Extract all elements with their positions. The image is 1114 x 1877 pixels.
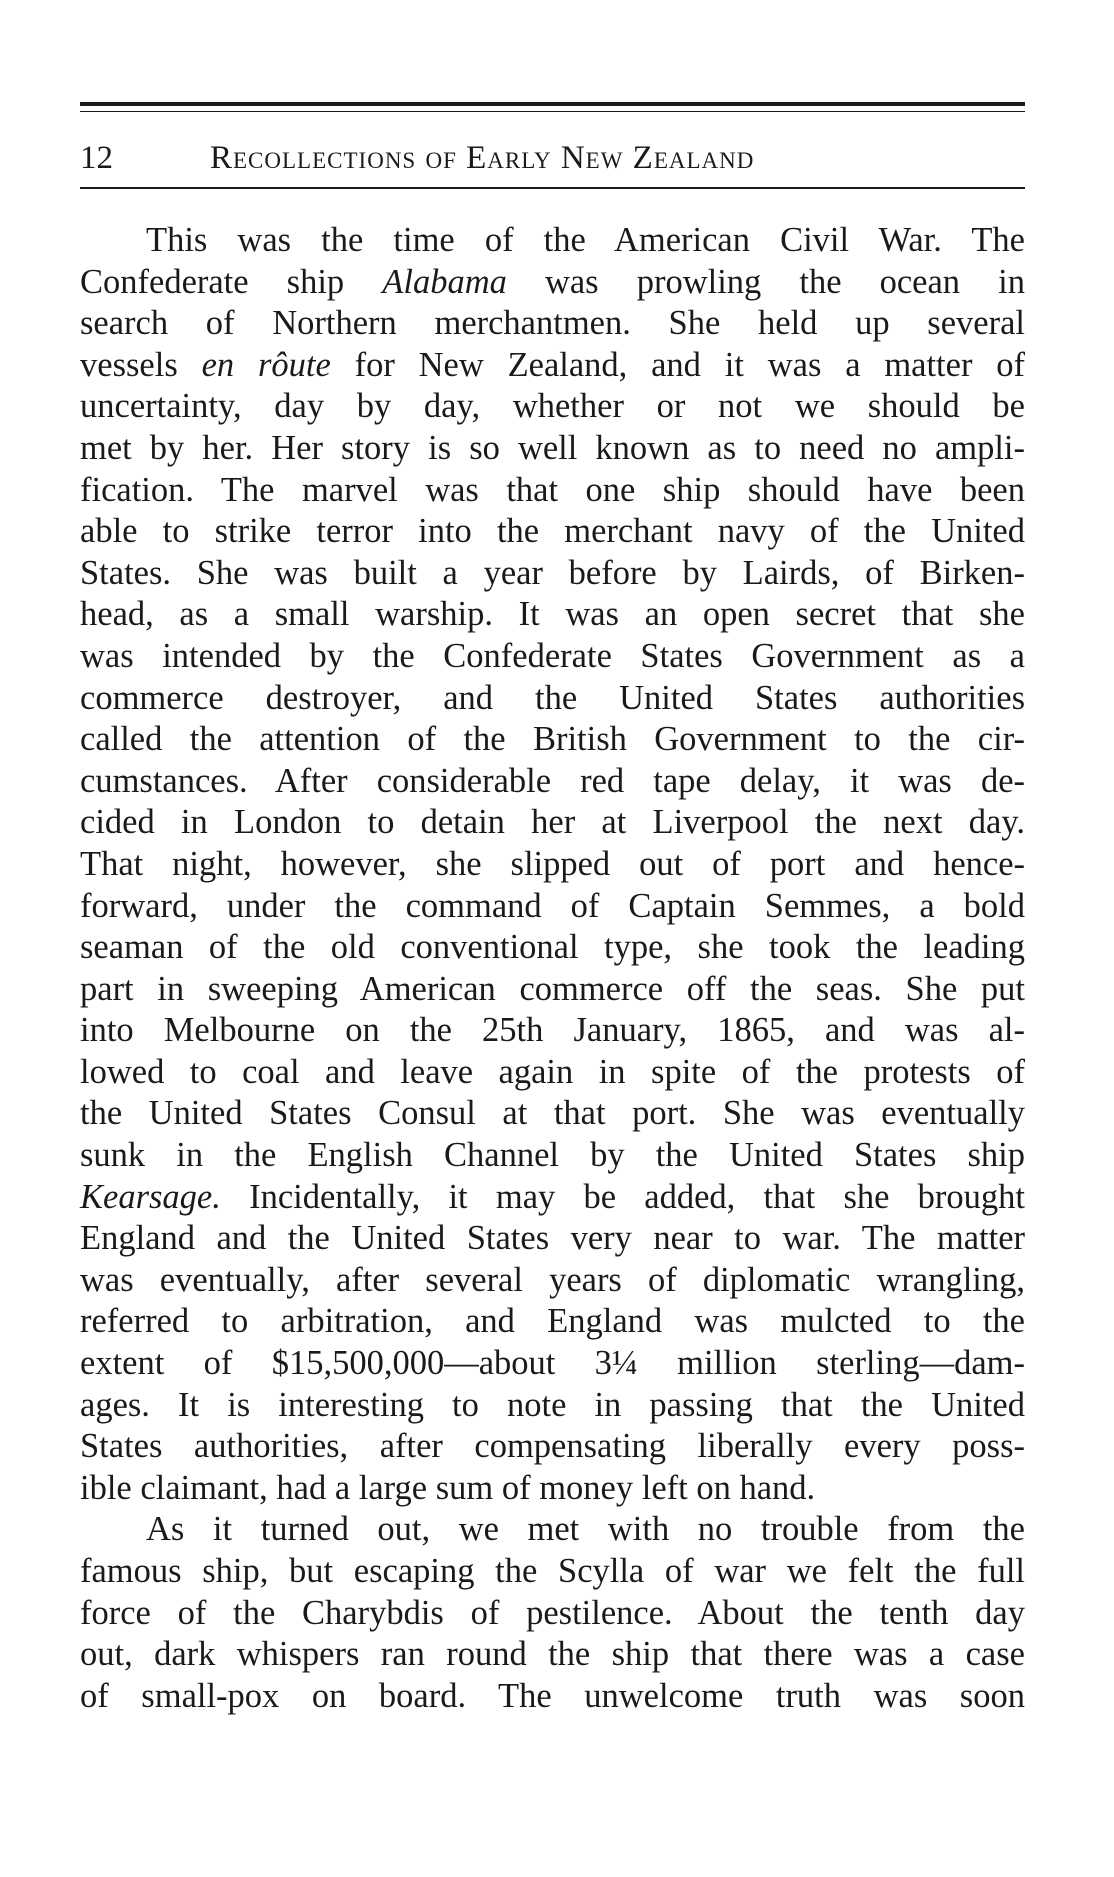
text-line: cumstances. After considerable red tape delay, it was de- <box>80 761 1025 800</box>
text-line: commerce destroyer, and the United States authorities <box>80 678 1025 717</box>
header-rule-thin <box>80 111 1025 112</box>
text-line: fication. The marvel was that one ship should have been <box>80 470 1025 509</box>
text-line: force of the Charybdis of pestilence. About the tenth day <box>80 1593 1025 1632</box>
text-line: of small-pox on board. The unwelcome truth was soon <box>80 1676 1025 1715</box>
text-line: vessels en rôute for New Zealand, and it was a matter of <box>80 345 1025 384</box>
text-line: the United States Consul at that port. She was eventually <box>80 1094 1025 1133</box>
text-line: cided in London to detain her at Liverpool the next day. <box>80 803 1025 842</box>
text-line: into Melbourne on the 25th January, 1865, and was al- <box>80 1011 1025 1050</box>
body-text <box>80 220 1025 1717</box>
header-rule-thick <box>80 102 1025 106</box>
running-head <box>80 138 1025 178</box>
text-line: seaman of the old conventional type, she took the leading <box>80 928 1025 967</box>
text-line: States. She was built a year before by Lairds, of Birken- <box>80 553 1025 592</box>
running-title: Recollections of Early New Zealand <box>210 140 755 176</box>
text-line: was intended by the Confederate States Government as a <box>80 636 1025 675</box>
text-line: States authorities, after compensating liberally every poss- <box>80 1427 1025 1466</box>
text-line: uncertainty, day by day, whether or not we should be <box>80 387 1025 426</box>
paragraph <box>80 220 1025 1509</box>
text-line: extent of $15,500,000—about 3¼ million sterling—dam- <box>80 1344 1025 1383</box>
text-line: ages. It is interesting to note in passing that the United <box>80 1385 1025 1424</box>
text-line: forward, under the command of Captain Semmes, a bold <box>80 886 1025 925</box>
text-line: referred to arbitration, and England was mulcted to the <box>80 1302 1025 1341</box>
text-line: Confederate ship Alabama was prowling the ocean in <box>80 262 1025 301</box>
page-number: 12 <box>80 140 113 176</box>
paragraph <box>80 1509 1025 1717</box>
text-line: This was the time of the American Civil War. The <box>146 221 1025 259</box>
text-line: As it turned out, we met with no trouble from the <box>146 1510 1025 1549</box>
text-line: England and the United States very near to war. The matter <box>80 1219 1025 1258</box>
text-line: was eventually, after several years of diplomatic wrangling, <box>80 1260 1025 1299</box>
text-line: met by her. Her story is so well known as to need no ampli- <box>80 428 1025 467</box>
text-line: able to strike terror into the merchant navy of the United <box>80 512 1025 551</box>
text-line: sunk in the English Channel by the United States ship <box>80 1136 1025 1175</box>
header-rule-bottom <box>80 187 1025 189</box>
text-line: lowed to coal and leave again in spite of the protests of <box>80 1052 1025 1091</box>
text-line: famous ship, but escaping the Scylla of war we felt the full <box>80 1552 1025 1590</box>
text-line: out, dark whispers ran round the ship that there was a case <box>80 1635 1025 1674</box>
text-line: search of Northern merchantmen. She held up several <box>80 304 1025 343</box>
text-line: part in sweeping American commerce off the seas. She put <box>80 969 1025 1008</box>
text-line: Kearsage. Incidentally, it may be added, that she brought <box>80 1177 1025 1216</box>
text-line: called the attention of the British Government to the cir- <box>80 720 1025 759</box>
text-line: head, as a small warship. It was an open secret that she <box>80 595 1025 634</box>
text-line: That night, however, she slipped out of port and hence- <box>80 844 1025 883</box>
text-line: ible claimant, had a large sum of money left on hand. <box>80 1468 816 1507</box>
